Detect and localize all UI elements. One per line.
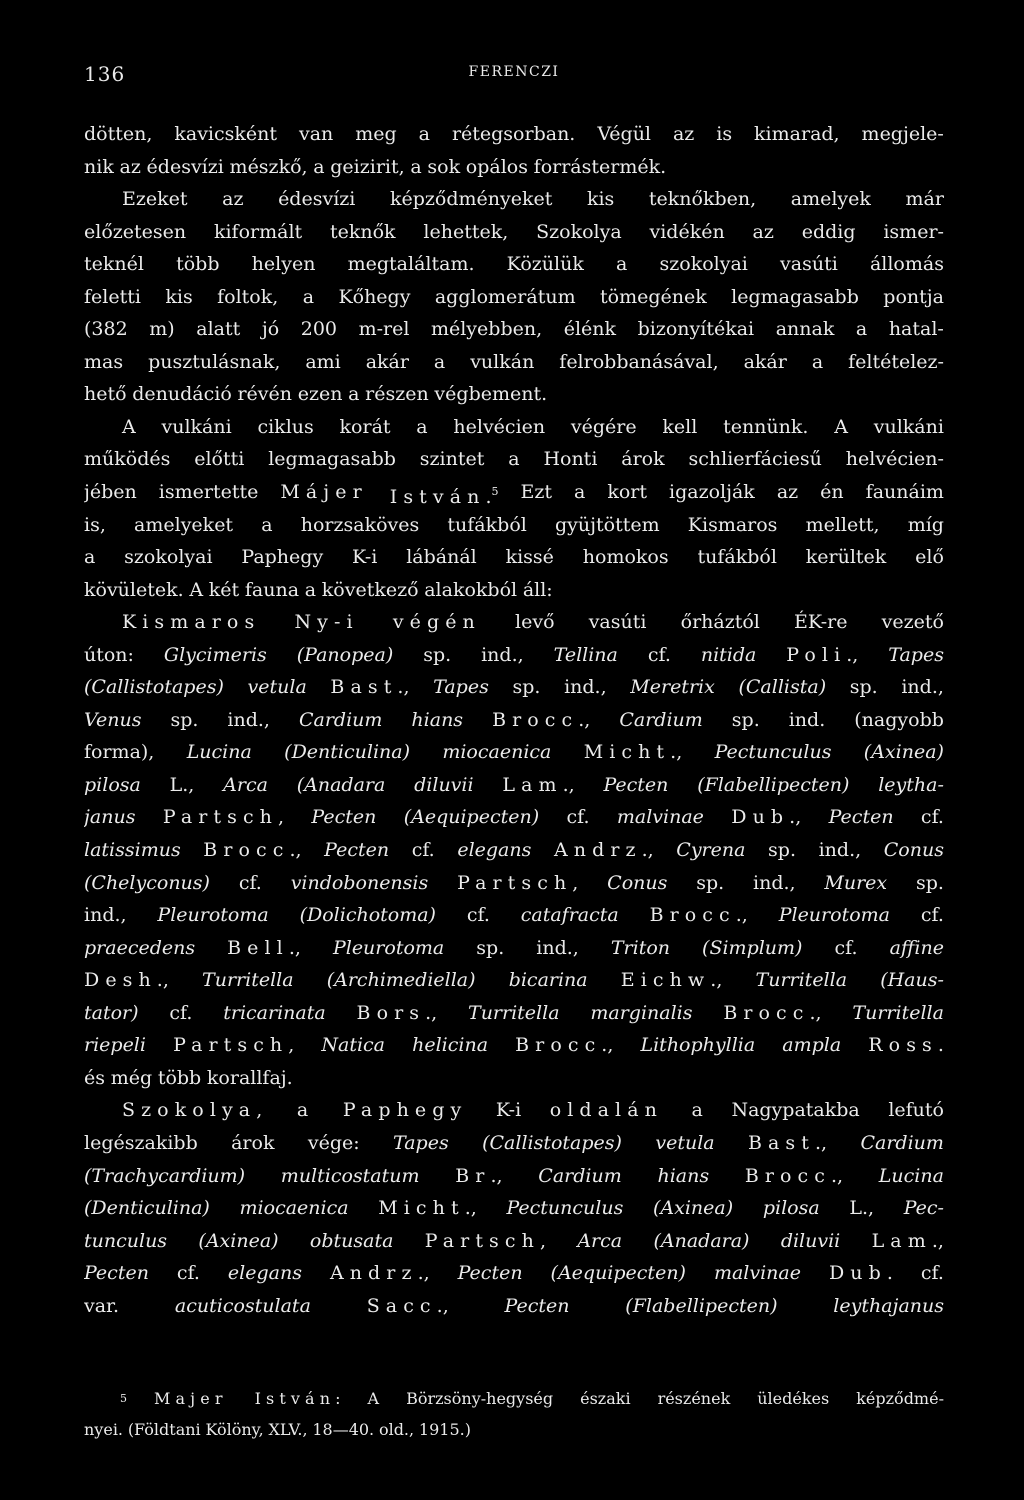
lines-line: Ezeket az édesvízi képződményeket kis teknőkben, amelyek már <box>122 188 944 211</box>
lines-line: latissimus Brocc., Pecten cf. elegans Andrz., Cyrena sp. ind., Conus <box>84 839 944 862</box>
running-head: FERENCZI <box>468 64 560 80</box>
lines-line: riepeli Partsch, Natica helicina Brocc., Lithophyllia ampla Ross. <box>84 1034 944 1057</box>
footnote-line: $^5$ Majer István: A Börzsöny-hegység északi részének üledékes képződmé- <box>120 1389 944 1408</box>
lines-line: (382 m) alatt jó 200 m-rel mélyebben, élénk bizonyítékai annak a hatal- <box>84 318 944 341</box>
lines-line: tator) cf. tricarinata Bors., Turritella marginalis Brocc., Turritella <box>84 1001 944 1024</box>
page-number: 136 <box>84 62 126 86</box>
lines-line: Venus sp. ind., Cardium hians Brocc., Cardium sp. ind. (nagyobb <box>84 708 944 731</box>
main-text <box>84 118 944 1322</box>
lines-line: forma), Lucina (Denticulina) miocaenica Micht., Pectunculus (Axinea) <box>84 741 944 764</box>
lines-line: mas pusztulásnak, ami akár a vulkán felrobbanásával, akár a feltételez- <box>84 350 944 373</box>
lines-line: úton: Glycimeris (Panopea) sp. ind., Tellina cf. nitida Poli., Tapes <box>84 643 944 666</box>
lines-line: működés előtti legmagasabb szintet a Honti árok schlierfáciesű helvécien- <box>84 448 944 471</box>
page-header <box>84 62 944 90</box>
lines-line: A vulkáni ciklus korát a helvécien végére kell tennünk. A vulkáni <box>122 415 944 438</box>
lines-line: nik az édesvízi mészkő, a geizirit, a sok opálos forrástermék. <box>84 155 667 178</box>
lines-line: hető denudáció révén ezen a részen végbement. <box>84 383 548 406</box>
lines-line: var. acuticostulata Sacc., Pecten (Flabellipecten) leythajanus <box>84 1294 944 1317</box>
lines-line: (Callistotapes) vetula Bast., Tapes sp. ind., Meretrix (Callista) sp. ind., <box>84 676 944 699</box>
lines-line: feletti kis foltok, a Kőhegy agglomerátum tömegének legmagasabb pontja <box>84 285 944 308</box>
lines-line: kövületek. A két fauna a következő alakokból áll: <box>84 578 553 601</box>
lines-line: (Chelyconus) cf. vindobonensis Partsch, Conus sp. ind., Murex sp. <box>84 871 944 894</box>
lines-line: tunculus (Axinea) obtusata Partsch, Arca (Anadara) diluvii Lam., <box>84 1229 944 1252</box>
lines-line: (Denticulina) miocaenica Micht., Pectunculus (Axinea) pilosa L., Pec- <box>84 1197 944 1220</box>
lines-line: és még több korallfaj. <box>84 1066 293 1089</box>
lines-line: is, amelyeket a horzsaköves tufákból gyüjtöttem Kismaros mellett, míg <box>84 513 944 536</box>
lines-line: ind., Pleurotoma (Dolichotoma) cf. catafracta Brocc., Pleurotoma cf. <box>84 904 944 927</box>
lines-line: teknél több helyen megtaláltam. Közülük a szokolyai vasúti állomás <box>84 253 944 276</box>
lines-line: Desh., Turritella (Archimediella) bicarina Eichw., Turritella (Haus- <box>84 969 944 992</box>
lines-line: praecedens Bell., Pleurotoma sp. ind., Triton (Simplum) cf. affine <box>84 936 944 959</box>
lines-line: Kismaros Ny-i végén levő vasúti őrháztól ÉK-re vezető <box>122 611 944 634</box>
footnote-line: nyei. (Földtani Kölöny, XLV., 18—40. old., 1915.) <box>84 1420 471 1439</box>
lines-line: jében ismertette Májer István.$^5$ Ezt a kort igazolják az én faunáim <box>84 481 944 509</box>
lines-line: pilosa L., Arca (Anadara diluvii Lam., Pecten (Flabellipecten) leytha- <box>84 773 944 796</box>
lines-line: (Trachycardium) multicostatum Br., Cardium hians Brocc., Lucina <box>84 1164 944 1187</box>
lines-line: dötten, kavicsként van meg a rétegsorban. Végül az is kimarad, megjele- <box>84 123 944 145</box>
footnote <box>84 1383 944 1445</box>
lines-line: Szokolya, a Paphegy K-i oldalán a Nagypatakba lefutó <box>122 1099 944 1122</box>
lines-line: a szokolyai Paphegy K-i lábánál kissé homokos tufákból kerültek elő <box>84 546 944 569</box>
lines-line: előzetesen kiformált teknők lehettek, Szokolya vidékén az eddig ismer- <box>84 220 944 243</box>
lines-line: Pecten cf. elegans Andrz., Pecten (Aequipecten) malvinae Dub. cf. <box>84 1262 944 1285</box>
lines-line: janus Partsch, Pecten (Aequipecten) cf. malvinae Dub., Pecten cf. <box>84 806 944 829</box>
lines-line: legészakibb árok vége: Tapes (Callistotapes) vetula Bast., Cardium <box>84 1131 944 1154</box>
